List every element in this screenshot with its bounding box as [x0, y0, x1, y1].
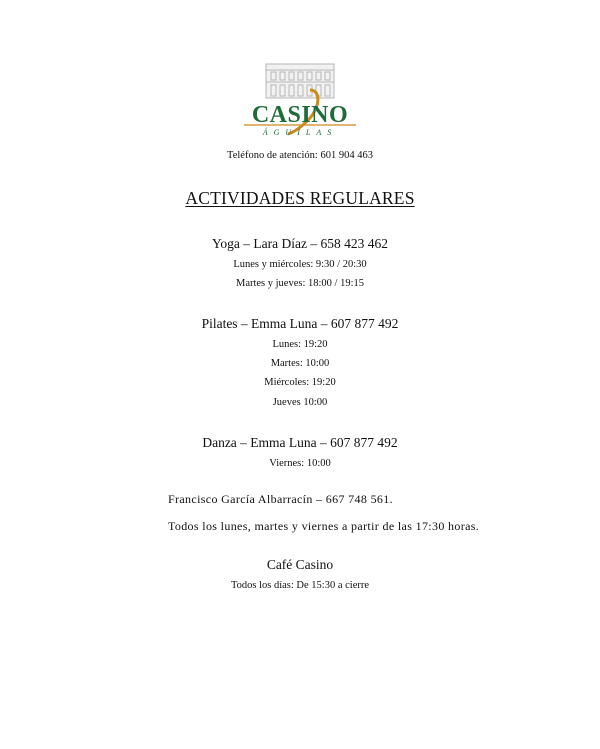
casino-aguilas-logo	[236, 62, 364, 142]
logo-sub-text: ÁGUILAS	[262, 128, 338, 137]
danza-heading: Danza – Emma Luna – 607 877 492	[202, 435, 398, 450]
yoga-heading: Yoga – Lara Díaz – 658 423 462	[212, 236, 388, 251]
phone-line: Teléfono de atención: 601 904 463	[227, 150, 373, 161]
building-facade-icon	[266, 64, 334, 98]
page-title: ACTIVIDADES REGULARES	[185, 188, 415, 208]
cafe-heading: Café Casino	[266, 557, 334, 572]
pilates-schedule-line: Lunes: 19:20	[272, 339, 328, 350]
cafe-schedule-line: Todos los días: De 15:30 a cierre	[230, 580, 370, 591]
francisco-schedule-line: Todos los lunes, martes y viernes a partir de las 17:30 horas.	[168, 519, 480, 533]
yoga-schedule-line: Martes y jueves: 18:00 / 19:15	[235, 278, 365, 289]
yoga-schedule-line: Lunes y miércoles: 9:30 / 20:30	[233, 259, 367, 270]
pilates-schedule-line: Martes: 10:00	[270, 358, 330, 369]
danza-schedule-line: Viernes: 10:00	[269, 458, 331, 469]
pilates-heading: Pilates – Emma Luna – 607 877 492	[201, 316, 399, 331]
francisco-contact-line: Francisco García Albarracín – 667 748 561.	[168, 492, 393, 506]
pilates-schedule-line: Miércoles: 19:20	[264, 377, 336, 388]
pilates-schedule-line: Jueves 10:00	[272, 397, 328, 408]
logo-brand-text: CASINO	[251, 102, 349, 128]
